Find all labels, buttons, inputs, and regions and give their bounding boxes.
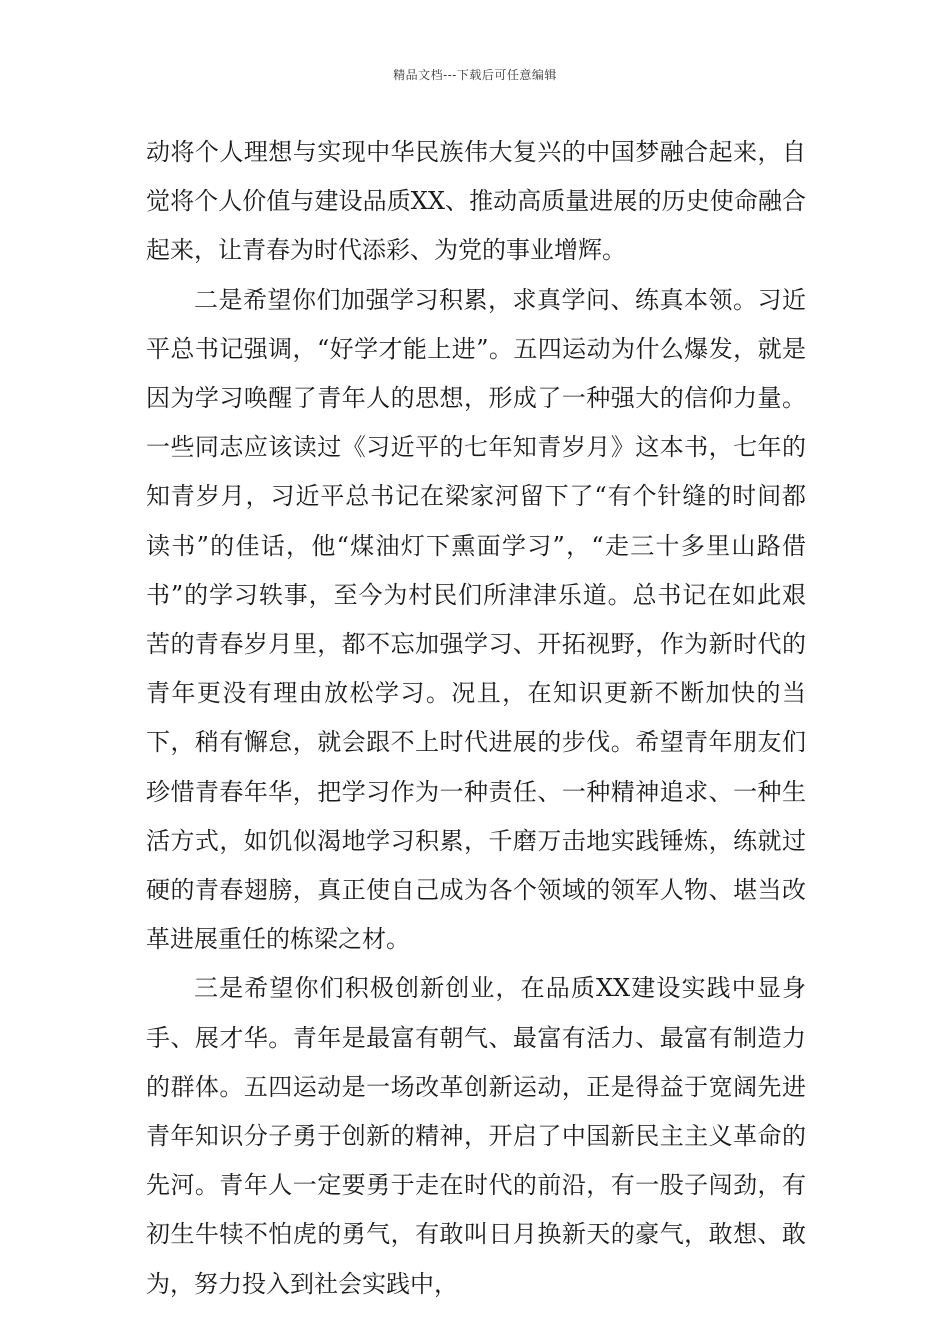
paragraph-innovation: 三是希望你们积极创新创业，在品质XX建设实践中显身手、展才华。青年是最富有朝气、最富有活力、最富有制造力的群体。五四运动是一场改革创新运动，正是得益于宽阔先进青年知识分子勇于创新的精神，开启了中国新民主主义革命的先河。青年人一定要勇于走在时代的前沿，有一股子闯劲，有初生牛犊不怕虎的勇气，有敢叫日月换新天的豪气，敢想、敢为，努力投入到社会实践中， — [146, 974, 806, 1298]
page-header: 精品文档---下载后可任意编辑 — [393, 68, 557, 82]
document-body — [146, 128, 806, 1309]
paragraph-continuation: 动将个人理想与实现中华民族伟大复兴的中国梦融合起来，自觉将个人价值与建设品质XX、推动高质量进展的历史使命融合起来，让青春为时代添彩、为党的事业增辉。 — [146, 138, 806, 265]
paragraph-study: 二是希望你们加强学习积累，求真学问、练真本领。习近平总书记强调，“好学才能上进”。五四运动为什么爆发，就是因为学习唤醒了青年人的思想，形成了一种强大的信仰力量。一些同志应该读过《习近平的七年知青岁月》这本书，七年的知青岁月，习近平总书记在梁家河留下了“有个针缝的时间都读书”的佳话，他“煤油灯下熏面学习”，“走三十多里山路借书”的学习轶事，至今为村民们所津津乐道。总书记在如此艰苦的青春岁月里，都不忘加强学习、开拓视野，作为新时代的青年更没有理由放松学习。况且，在知识更新不断加快的当下，稍有懈怠，就会跟不上时代进展的步伐。希望青年朋友们珍惜青春年华，把学习作为一种责任、一种精神追求、一种生活方式，如饥似渴地学习积累，千磨万击地实践锤炼，练就过硬的青春翅膀，真正使自己成为各个领域的领军人物、堪当改革进展重任的栋梁之材。 — [146, 285, 806, 954]
